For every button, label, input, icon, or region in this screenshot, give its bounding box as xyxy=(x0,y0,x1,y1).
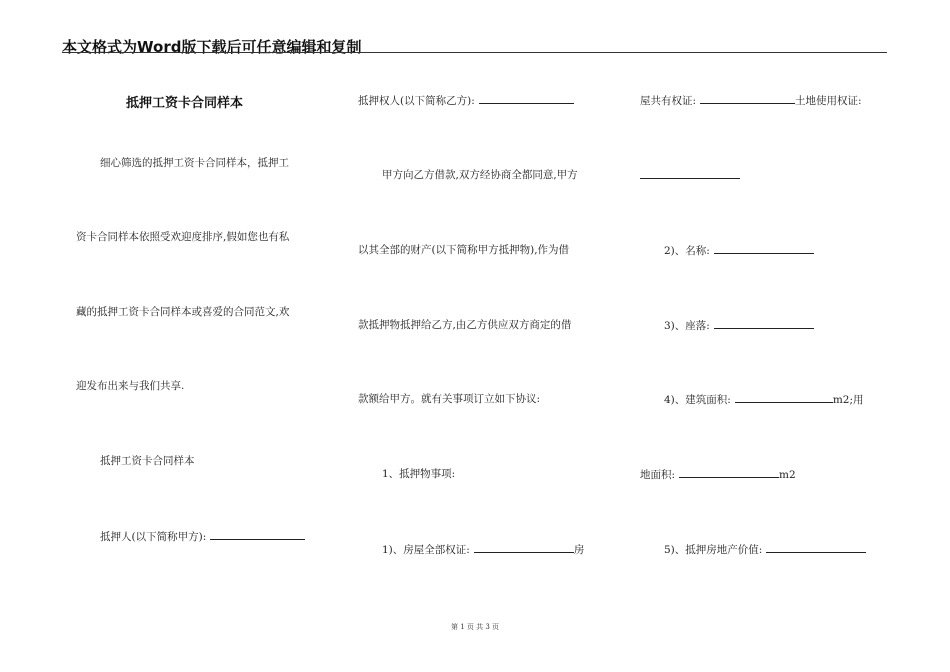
col1-line-5: 抵押工资卡合同样本 xyxy=(100,455,195,467)
col2-line-4: 款抵押物抵押给乙方,由乙方供应双方商定的借 xyxy=(358,319,572,331)
col2-line-7 xyxy=(382,542,584,557)
col1-line-2: 资卡合同样本依照受欢迎度排序,假如您也有私 xyxy=(76,231,290,243)
mortgagor-label: 抵押人(以下简称甲方): xyxy=(100,531,207,543)
col3-line-6 xyxy=(640,467,796,482)
col1-line-4: 迎发布出来与我们共享. xyxy=(76,380,185,392)
land-area-label: 地面积: xyxy=(640,469,676,481)
col3-line-3 xyxy=(664,243,814,258)
col3-line-5 xyxy=(664,392,864,407)
document-title: 抵押工资卡合同样本 xyxy=(126,96,244,111)
page-number: 第 1 页 共 3 页 xyxy=(450,623,500,631)
col3-line-7 xyxy=(664,542,866,557)
property-value-label: 5)、抵押房地产价值: xyxy=(664,544,763,556)
mortgagor-blank xyxy=(210,529,305,540)
col2-line-6: 1、抵押物事项: xyxy=(382,468,456,480)
col1-line-1: 细心筛选的抵押工资卡合同样本，抵押工 xyxy=(100,157,289,169)
property-value-blank xyxy=(766,542,866,553)
col3-line-2 xyxy=(640,168,740,183)
name-label: 2)、名称: xyxy=(664,245,710,257)
land-area-blank xyxy=(679,467,779,478)
col1-line-6 xyxy=(100,529,305,544)
property-certificate-label: 1)、房屋全部权证: xyxy=(382,544,470,556)
name-blank xyxy=(714,243,814,254)
col2-line-3: 以其全部的财产(以下简称甲方抵押物),作为借 xyxy=(358,244,570,256)
location-blank xyxy=(714,318,814,329)
property-certificate-blank xyxy=(474,542,574,553)
header-divider xyxy=(62,52,887,53)
col3-line-1 xyxy=(640,93,862,108)
land-use-blank xyxy=(640,168,740,179)
building-area-label: 4)、建筑面积: xyxy=(664,394,731,406)
col3-line-4 xyxy=(664,318,814,333)
document-header: 本文格式为Word版下载后可任意编辑和复制 xyxy=(62,38,362,56)
land-area-unit: m2 xyxy=(779,469,796,481)
col2-line-2: 甲方向乙方借款,双方经协商全都同意,甲方 xyxy=(382,169,578,181)
co-ownership-label: 屋共有权证: xyxy=(640,95,697,107)
location-label: 3)、座落: xyxy=(664,320,710,332)
property-certificate-tail: 房 xyxy=(573,544,585,556)
co-ownership-blank xyxy=(700,93,795,104)
col2-line-1 xyxy=(358,93,574,108)
col1-line-3: 藏的抵押工资卡合同样本或喜爱的合同范文,欢 xyxy=(76,306,290,318)
land-use-label: 土地使用权证: xyxy=(795,95,862,107)
col2-line-5: 款额给甲方。就有关事项订立如下协议: xyxy=(358,393,541,405)
mortgagee-blank xyxy=(479,93,574,104)
mortgagee-label: 抵押权人(以下简称乙方): xyxy=(358,95,475,107)
building-area-unit: m2;用 xyxy=(832,394,864,406)
building-area-blank xyxy=(735,392,833,403)
